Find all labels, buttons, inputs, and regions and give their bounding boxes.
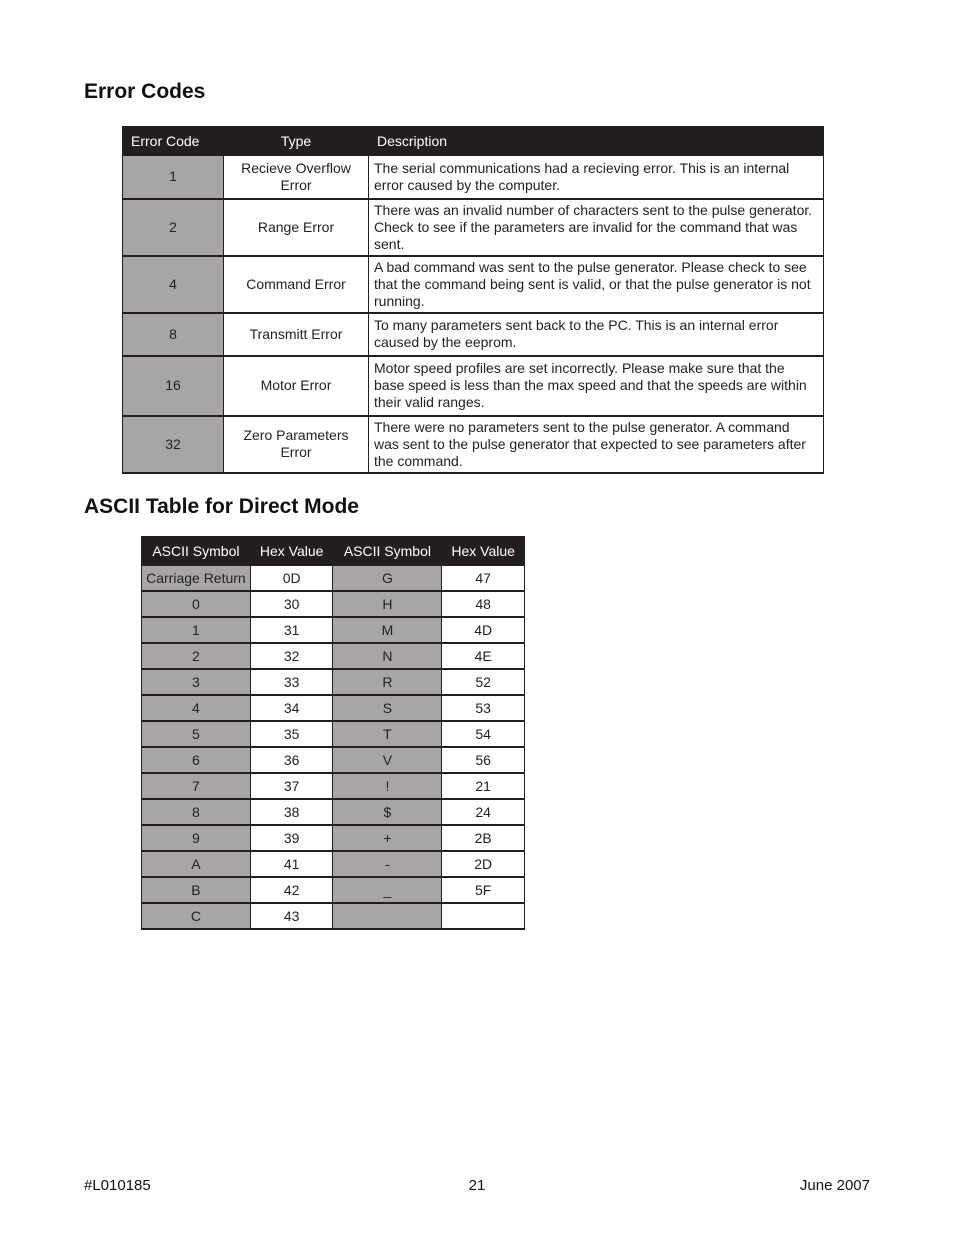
error-description-cell: There were no parameters sent to the pulse generator. A command was sent to the pulse generator that expected to see parameters after the command.	[369, 416, 824, 473]
hex-value-cell: 31	[250, 617, 333, 643]
hex-value-cell: 47	[442, 566, 525, 592]
publication-date: June 2007	[799, 1177, 870, 1194]
ascii-symbol-cell: 5	[142, 721, 251, 747]
ascii-symbol-cell: 4	[142, 695, 251, 721]
error-code-cell: 32	[123, 416, 224, 473]
ascii-symbol-column-header: ASCII Symbol	[142, 537, 251, 566]
ascii-symbol-cell: N	[333, 643, 442, 669]
hex-value-cell: 5F	[442, 877, 525, 903]
hex-value-cell: 56	[442, 747, 525, 773]
ascii-symbol-cell: H	[333, 591, 442, 617]
table-row	[123, 199, 824, 256]
table-row	[123, 256, 824, 313]
table-row	[142, 747, 525, 773]
error-code-column-header: Error Code	[123, 127, 224, 156]
table-row	[123, 313, 824, 356]
ascii-symbol-cell: _	[333, 877, 442, 903]
error-table-header-row	[123, 127, 824, 156]
hex-value-cell: 34	[250, 695, 333, 721]
error-type-cell: Range Error	[224, 199, 369, 256]
ascii-symbol-cell: T	[333, 721, 442, 747]
table-row	[142, 851, 525, 877]
error-type-cell: Recieve Overflow Error	[224, 156, 369, 199]
ascii-symbol-cell: 8	[142, 799, 251, 825]
hex-value-column-header: Hex Value	[442, 537, 525, 566]
page-number: 21	[468, 1177, 486, 1194]
error-description-cell: The serial communications had a recieving error. This is an internal error caused by the computer.	[369, 156, 824, 199]
hex-value-cell: 36	[250, 747, 333, 773]
ascii-symbol-cell: M	[333, 617, 442, 643]
type-column-header: Type	[224, 127, 369, 156]
table-row	[142, 903, 525, 929]
error-code-cell: 2	[123, 199, 224, 256]
hex-value-cell: 4D	[442, 617, 525, 643]
ascii-symbol-cell: 9	[142, 825, 251, 851]
table-row	[142, 643, 525, 669]
error-codes-table	[122, 126, 824, 474]
ascii-table-heading: ASCII Table for Direct Mode	[84, 495, 359, 518]
hex-value-cell: 38	[250, 799, 333, 825]
hex-value-column-header: Hex Value	[250, 537, 333, 566]
ascii-symbol-cell: -	[333, 851, 442, 877]
table-row	[142, 799, 525, 825]
error-code-cell: 4	[123, 256, 224, 313]
ascii-symbol-cell: V	[333, 747, 442, 773]
ascii-symbol-cell: G	[333, 566, 442, 592]
table-row	[123, 156, 824, 199]
error-description-cell: There was an invalid number of characters sent to the pulse generator. Check to see if the parameters are invalid for the command that was sent.	[369, 199, 824, 256]
ascii-symbol-cell: $	[333, 799, 442, 825]
error-type-cell: Motor Error	[224, 356, 369, 416]
error-code-cell: 8	[123, 313, 224, 356]
ascii-symbol-cell: Carriage Return	[142, 566, 251, 592]
hex-value-cell: 39	[250, 825, 333, 851]
error-type-cell: Transmitt Error	[224, 313, 369, 356]
ascii-table	[141, 536, 525, 930]
ascii-symbol-cell: !	[333, 773, 442, 799]
table-row	[142, 721, 525, 747]
hex-value-cell: 35	[250, 721, 333, 747]
hex-value-cell: 2B	[442, 825, 525, 851]
error-description-cell: Motor speed profiles are set incorrectly. Please make sure that the base speed is less than the max speed and that the speeds are within their valid ranges.	[369, 356, 824, 416]
hex-value-cell: 2D	[442, 851, 525, 877]
hex-value-cell: 32	[250, 643, 333, 669]
table-row	[142, 591, 525, 617]
hex-value-cell: 37	[250, 773, 333, 799]
document-number: #L010185	[84, 1177, 151, 1194]
hex-value-cell: 21	[442, 773, 525, 799]
ascii-symbol-cell: 1	[142, 617, 251, 643]
hex-value-cell: 52	[442, 669, 525, 695]
error-description-cell: A bad command was sent to the pulse generator. Please check to see that the command being sent is valid, or that the pulse generator is not running.	[369, 256, 824, 313]
hex-value-cell	[442, 903, 525, 929]
hex-value-cell: 54	[442, 721, 525, 747]
hex-value-cell: 48	[442, 591, 525, 617]
hex-value-cell: 30	[250, 591, 333, 617]
table-row	[142, 566, 525, 592]
hex-value-cell: 43	[250, 903, 333, 929]
ascii-symbol-cell: +	[333, 825, 442, 851]
table-row	[123, 356, 824, 416]
hex-value-cell: 4E	[442, 643, 525, 669]
hex-value-cell: 53	[442, 695, 525, 721]
error-code-cell: 16	[123, 356, 224, 416]
ascii-symbol-cell	[333, 903, 442, 929]
ascii-table-header-row	[142, 537, 525, 566]
table-row	[142, 773, 525, 799]
table-row	[142, 877, 525, 903]
ascii-symbol-cell: 3	[142, 669, 251, 695]
hex-value-cell: 42	[250, 877, 333, 903]
hex-value-cell: 33	[250, 669, 333, 695]
ascii-symbol-cell: S	[333, 695, 442, 721]
hex-value-cell: 24	[442, 799, 525, 825]
error-code-cell: 1	[123, 156, 224, 199]
error-type-cell: Command Error	[224, 256, 369, 313]
ascii-symbol-column-header: ASCII Symbol	[333, 537, 442, 566]
ascii-symbol-cell: 6	[142, 747, 251, 773]
table-row	[123, 416, 824, 473]
table-row	[142, 825, 525, 851]
error-description-cell: To many parameters sent back to the PC. This is an internal error caused by the eeprom.	[369, 313, 824, 356]
error-type-cell: Zero Parameters Error	[224, 416, 369, 473]
description-column-header: Description	[369, 127, 824, 156]
hex-value-cell: 41	[250, 851, 333, 877]
ascii-symbol-cell: 2	[142, 643, 251, 669]
ascii-symbol-cell: R	[333, 669, 442, 695]
ascii-symbol-cell: A	[142, 851, 251, 877]
table-row	[142, 695, 525, 721]
ascii-symbol-cell: C	[142, 903, 251, 929]
table-row	[142, 669, 525, 695]
hex-value-cell: 0D	[250, 566, 333, 592]
ascii-symbol-cell: 0	[142, 591, 251, 617]
table-row	[142, 617, 525, 643]
error-codes-heading: Error Codes	[84, 80, 206, 103]
ascii-symbol-cell: 7	[142, 773, 251, 799]
ascii-symbol-cell: B	[142, 877, 251, 903]
